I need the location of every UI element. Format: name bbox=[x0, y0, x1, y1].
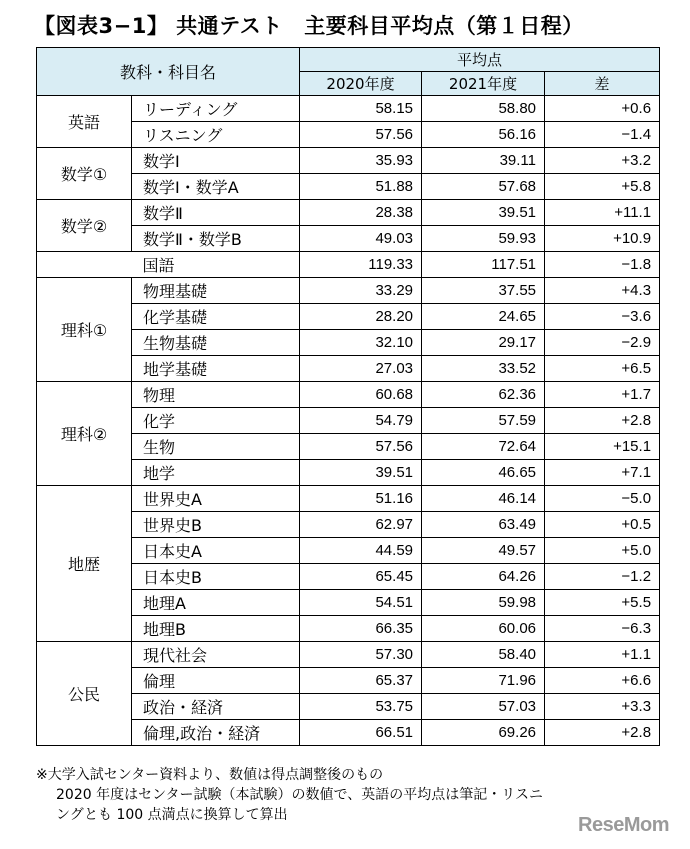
score-2021-cell: 63.49 bbox=[422, 512, 545, 538]
average-score-table bbox=[36, 47, 660, 746]
subject-cell: 化学基礎 bbox=[132, 304, 300, 330]
score-2020-cell: 39.51 bbox=[300, 460, 422, 486]
difference-cell: −5.0 bbox=[545, 486, 660, 512]
subject-cell: 地理A bbox=[132, 590, 300, 616]
score-2020-cell: 28.38 bbox=[300, 200, 422, 226]
score-2021-cell: 56.16 bbox=[422, 122, 545, 148]
score-2021-cell: 59.93 bbox=[422, 226, 545, 252]
subject-cell: 地理B bbox=[132, 616, 300, 642]
table-row bbox=[37, 278, 660, 304]
score-2020-cell: 57.56 bbox=[300, 122, 422, 148]
score-2020-cell: 35.93 bbox=[300, 148, 422, 174]
subject-cell: 倫理,政治・経済 bbox=[132, 720, 300, 746]
year-2021-header: 2021年度 bbox=[422, 72, 545, 96]
subject-cell: 化学 bbox=[132, 408, 300, 434]
score-2021-cell: 57.59 bbox=[422, 408, 545, 434]
subject-cell: 地学 bbox=[132, 460, 300, 486]
subject-group-cell: 英語 bbox=[37, 96, 132, 148]
difference-cell: +1.1 bbox=[545, 642, 660, 668]
score-2021-cell: 57.03 bbox=[422, 694, 545, 720]
subject-cell: リーディング bbox=[132, 96, 300, 122]
difference-cell: +6.5 bbox=[545, 356, 660, 382]
difference-cell: +5.5 bbox=[545, 590, 660, 616]
difference-cell: −2.9 bbox=[545, 330, 660, 356]
subject-cell: 物理基礎 bbox=[132, 278, 300, 304]
subject-cell: 数学Ⅰ bbox=[132, 148, 300, 174]
difference-cell: +4.3 bbox=[545, 278, 660, 304]
score-2020-cell: 51.16 bbox=[300, 486, 422, 512]
score-2020-cell: 54.51 bbox=[300, 590, 422, 616]
subject-cell: 数学Ⅱ・数学B bbox=[132, 226, 300, 252]
score-2021-cell: 49.57 bbox=[422, 538, 545, 564]
score-2021-cell: 71.96 bbox=[422, 668, 545, 694]
subject-cell: 倫理 bbox=[132, 668, 300, 694]
score-2020-cell: 27.03 bbox=[300, 356, 422, 382]
subject-group-cell: 理科① bbox=[37, 278, 132, 382]
difference-cell: +11.1 bbox=[545, 200, 660, 226]
subject-cell: 国語 bbox=[132, 252, 300, 278]
difference-cell: −1.2 bbox=[545, 564, 660, 590]
score-2021-cell: 39.11 bbox=[422, 148, 545, 174]
difference-cell: +3.3 bbox=[545, 694, 660, 720]
score-2020-cell: 62.97 bbox=[300, 512, 422, 538]
subject-cell: 日本史B bbox=[132, 564, 300, 590]
difference-cell: +10.9 bbox=[545, 226, 660, 252]
subject-cell: 数学Ⅱ bbox=[132, 200, 300, 226]
subject-group-cell: 数学② bbox=[37, 200, 132, 252]
score-2020-cell: 33.29 bbox=[300, 278, 422, 304]
score-2021-cell: 58.40 bbox=[422, 642, 545, 668]
table-row bbox=[37, 486, 660, 512]
difference-cell: −6.3 bbox=[545, 616, 660, 642]
score-2021-cell: 57.68 bbox=[422, 174, 545, 200]
score-2020-cell: 32.10 bbox=[300, 330, 422, 356]
subject-cell: 生物基礎 bbox=[132, 330, 300, 356]
resemom-logo: ReseMom bbox=[578, 814, 669, 836]
score-2020-cell: 119.33 bbox=[300, 252, 422, 278]
table-row bbox=[37, 252, 660, 278]
difference-header: 差 bbox=[545, 72, 660, 96]
score-2020-cell: 51.88 bbox=[300, 174, 422, 200]
score-2021-cell: 59.98 bbox=[422, 590, 545, 616]
subject-cell: 現代社会 bbox=[132, 642, 300, 668]
subject-group-cell: 公民 bbox=[37, 642, 132, 746]
score-2021-cell: 58.80 bbox=[422, 96, 545, 122]
score-2021-cell: 29.17 bbox=[422, 330, 545, 356]
year-2020-header: 2020年度 bbox=[300, 72, 422, 96]
table-row bbox=[37, 382, 660, 408]
footnotes bbox=[36, 765, 543, 825]
difference-cell: +3.2 bbox=[545, 148, 660, 174]
score-2021-cell: 39.51 bbox=[422, 200, 545, 226]
score-2020-cell: 44.59 bbox=[300, 538, 422, 564]
score-2020-cell: 53.75 bbox=[300, 694, 422, 720]
subject-cell: 政治・経済 bbox=[132, 694, 300, 720]
score-2021-cell: 60.06 bbox=[422, 616, 545, 642]
score-2020-cell: 49.03 bbox=[300, 226, 422, 252]
difference-cell: +6.6 bbox=[545, 668, 660, 694]
subject-cell: 地学基礎 bbox=[132, 356, 300, 382]
subject-group-cell: 数学① bbox=[37, 148, 132, 200]
footnote-line: 2020 年度はセンター試験（本試験）の数値で、英語の平均点は筆記・リスニ bbox=[56, 787, 543, 803]
score-2020-cell: 66.35 bbox=[300, 616, 422, 642]
subject-cell: 数学Ⅰ・数学A bbox=[132, 174, 300, 200]
score-2021-cell: 37.55 bbox=[422, 278, 545, 304]
score-2020-cell: 58.15 bbox=[300, 96, 422, 122]
score-2021-cell: 62.36 bbox=[422, 382, 545, 408]
score-2021-cell: 64.26 bbox=[422, 564, 545, 590]
subject-group-cell: 地歴 bbox=[37, 486, 132, 642]
page-title: 【図表3−1】 共通テスト 主要科目平均点（第１日程） bbox=[34, 14, 584, 38]
score-2021-cell: 69.26 bbox=[422, 720, 545, 746]
score-2021-cell: 46.65 bbox=[422, 460, 545, 486]
difference-cell: +5.8 bbox=[545, 174, 660, 200]
score-2020-cell: 60.68 bbox=[300, 382, 422, 408]
score-2021-cell: 33.52 bbox=[422, 356, 545, 382]
difference-cell: +2.8 bbox=[545, 720, 660, 746]
table-row bbox=[37, 200, 660, 226]
difference-cell: +2.8 bbox=[545, 408, 660, 434]
score-2020-cell: 28.20 bbox=[300, 304, 422, 330]
table-body bbox=[37, 96, 660, 746]
difference-cell: +0.5 bbox=[545, 512, 660, 538]
score-2020-cell: 54.79 bbox=[300, 408, 422, 434]
subject-cell: 世界史A bbox=[132, 486, 300, 512]
score-2021-cell: 117.51 bbox=[422, 252, 545, 278]
difference-cell: +0.6 bbox=[545, 96, 660, 122]
table-row bbox=[37, 148, 660, 174]
difference-cell: +7.1 bbox=[545, 460, 660, 486]
subject-group-cell bbox=[37, 252, 132, 278]
subject-column-header: 教科・科目名 bbox=[37, 48, 300, 96]
table-row bbox=[37, 642, 660, 668]
table-row bbox=[37, 96, 660, 122]
score-2021-cell: 72.64 bbox=[422, 434, 545, 460]
subject-cell: 物理 bbox=[132, 382, 300, 408]
score-2020-cell: 65.37 bbox=[300, 668, 422, 694]
difference-cell: +15.1 bbox=[545, 434, 660, 460]
subject-cell: 世界史B bbox=[132, 512, 300, 538]
score-2021-cell: 46.14 bbox=[422, 486, 545, 512]
score-2020-cell: 57.56 bbox=[300, 434, 422, 460]
footnote-line: ※大学入試センター資料より、数値は得点調整後のもの bbox=[36, 767, 384, 783]
difference-cell: +1.7 bbox=[545, 382, 660, 408]
score-2021-cell: 24.65 bbox=[422, 304, 545, 330]
difference-cell: −1.8 bbox=[545, 252, 660, 278]
average-group-header: 平均点 bbox=[300, 48, 660, 72]
difference-cell: −1.4 bbox=[545, 122, 660, 148]
footnote-line: ングとも 100 点満点に換算して算出 bbox=[56, 807, 288, 823]
subject-group-cell: 理科② bbox=[37, 382, 132, 486]
score-2020-cell: 66.51 bbox=[300, 720, 422, 746]
difference-cell: −3.6 bbox=[545, 304, 660, 330]
subject-cell: 日本史A bbox=[132, 538, 300, 564]
subject-cell: リスニング bbox=[132, 122, 300, 148]
subject-cell: 生物 bbox=[132, 434, 300, 460]
score-2020-cell: 57.30 bbox=[300, 642, 422, 668]
score-2020-cell: 65.45 bbox=[300, 564, 422, 590]
difference-cell: +5.0 bbox=[545, 538, 660, 564]
